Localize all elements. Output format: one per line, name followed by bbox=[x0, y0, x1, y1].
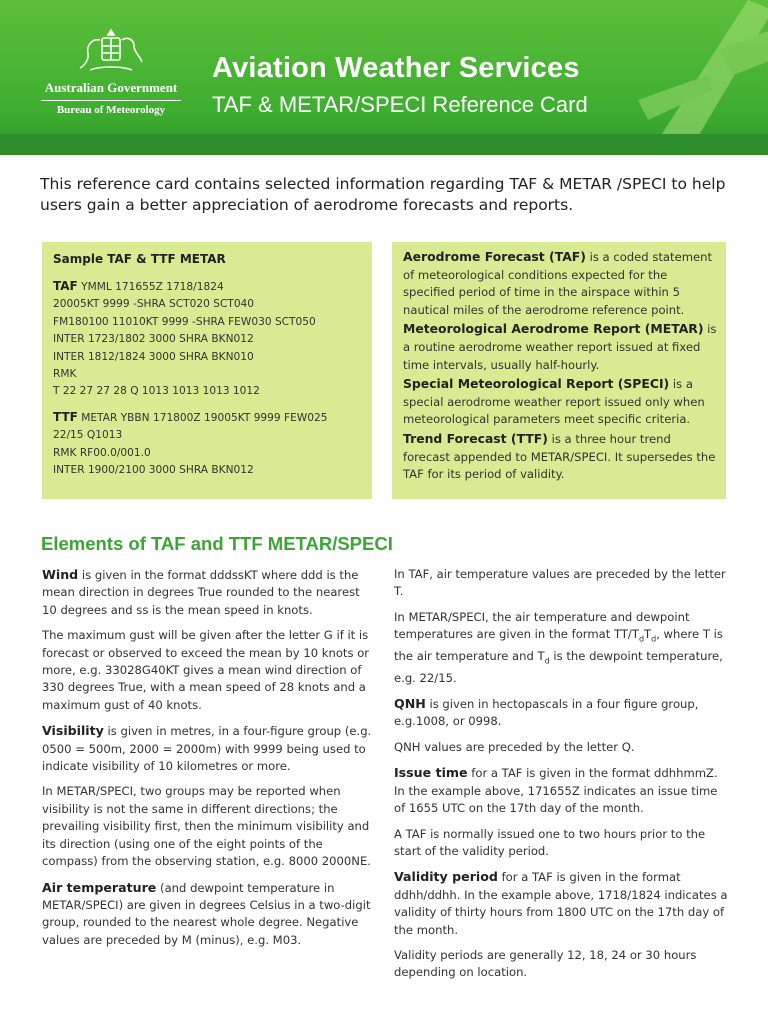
definition-speci: Special Meteorological Report (SPECI) is a special aerodrome weather report issued only when meteorological parameters meet specific criteria. bbox=[403, 376, 705, 427]
taf-label: TAF bbox=[53, 279, 78, 293]
definition-metar: Meteorological Aerodrome Report (METAR) is a routine aerodrome weather report issued at fixed time intervals, usually half-hourly. bbox=[403, 321, 717, 372]
visibility-paragraph: Visibility is given in metres, in a four-figure group (e.g. 0500 = 500m, 2000 = 2000m) with 9999 being used to indicate visibility of 10 kilometres or more. bbox=[42, 723, 372, 774]
issue-time-paragraph: Issue time for a TAF is given in the format ddhhmmZ. In the example above, 171655Z indicates an issue time of 1655 UTC on the 17th day of the month. bbox=[394, 765, 718, 816]
code-line: RMK bbox=[53, 368, 77, 381]
logo-divider bbox=[41, 100, 181, 101]
definition-ttf: Trend Forecast (TTF) is a three hour trend forecast appended to METAR/SPECI. It supersedes the TAF for its period of validity. bbox=[403, 430, 716, 482]
page-title: Aviation Weather Services bbox=[212, 52, 580, 84]
code-line: 20005KT 9999 -SHRA SCT020 SCT040 bbox=[53, 298, 255, 311]
code-line: INTER 1812/1824 3000 SHRA BKN010 bbox=[53, 350, 254, 363]
left-column bbox=[42, 566, 374, 957]
air-temperature-paragraph: Air temperature (and dewpoint temperature in METAR/SPECI) are given in degrees Celsius in a two-digit group, rounded to the nearest whole degree. Negative values are preceded by M (minus), e.g. M03. bbox=[42, 879, 371, 947]
coat-of-arms-icon bbox=[76, 26, 146, 78]
ttf-label: TTF bbox=[53, 409, 78, 424]
validity-paragraph: Validity period for a TAF is given in the format ddhh/ddhh. In the example above, 1718/1824 indicates a validity of thirty hours from 1800 UTC on the 17th day of the month. bbox=[394, 869, 728, 937]
government-logo bbox=[36, 26, 186, 116]
bureau-name: Bureau of Meteorology bbox=[56, 104, 166, 116]
government-name: Australian Government bbox=[44, 80, 178, 95]
validity-note: Validity periods are generally 12, 18, 24 or 30 hours depending on location. bbox=[394, 947, 697, 980]
issue-note: A TAF is normally issued one to two hours prior to the start of the validity period. bbox=[394, 826, 706, 858]
page-header bbox=[0, 0, 768, 155]
aircraft-graphic bbox=[598, 0, 768, 150]
definitions-box bbox=[392, 242, 726, 499]
taf-sample bbox=[53, 278, 362, 401]
qnh-paragraph: QNH is given in hectopascals in a four figure group, e.g.1008, or 0998. bbox=[394, 696, 699, 729]
metar-temperature-paragraph: In METAR/SPECI, the air temperature and dewpoint temperatures are given in the format $TT/T_dT_d$, where T is the air temperature and $T_d$ is the dewpoint temperature, e.g. 22/15. bbox=[394, 609, 723, 685]
section-title: Elements of TAF and TTF METAR/SPECI bbox=[41, 533, 393, 554]
definition-taf: Aerodrome Forecast (TAF) is a coded statement of meteorological conditions expected for the specified period of time in the airspace within 5 nautical miles of the aerodrome reference point. bbox=[403, 249, 713, 317]
intro-paragraph: This reference card contains selected information regarding TAF & METAR /SPECI to help users gain a better appreciation of aerodrome forecasts and reports. bbox=[40, 175, 726, 214]
page-subtitle: TAF & METAR/SPECI Reference Card bbox=[212, 92, 588, 117]
qnh-note: QNH values are preceded by the letter Q. bbox=[394, 739, 635, 754]
code-line: T 22 27 27 28 Q 1013 1013 1013 1012 bbox=[53, 385, 260, 398]
code-line: INTER 1900/2100 3000 SHRA BKN012 bbox=[53, 464, 254, 477]
taf-first-line: TAF YMML 171655Z 1718/1824 bbox=[53, 279, 224, 293]
taf-temperature-paragraph: In TAF, air temperature values are preceded by the letter T. bbox=[394, 567, 726, 599]
right-column bbox=[394, 566, 728, 990]
code-line: FM180100 11010KT 9999 -SHRA FEW030 SCT050 bbox=[53, 315, 316, 328]
ttf-sample bbox=[53, 409, 362, 480]
wind-paragraph: Wind is given in the format dddssKT where ddd is the mean direction in degrees True rounded to the nearest 10 degrees and ss is the mean speed in knots. bbox=[42, 567, 360, 617]
ttf-first-line: TTF METAR YBBN 171800Z 19005KT 9999 FEW025 bbox=[53, 409, 328, 424]
sample-heading: Sample TAF & TTF METAR bbox=[53, 252, 226, 266]
header-band bbox=[0, 134, 768, 155]
code-line: 22/15 Q1013 bbox=[53, 429, 123, 442]
code-line: INTER 1723/1802 3000 SHRA BKN012 bbox=[53, 333, 254, 346]
sample-box bbox=[42, 242, 372, 499]
code-line: RMK RF00.0/001.0 bbox=[53, 446, 151, 459]
visibility-metar-paragraph: In METAR/SPECI, two groups may be reported when visibility is not the same in different directions; the prevailing visibility first, then the minimum visibility and its direction (using one of the eight points of the compass) from the observing station, e.g. 8000 2000NE. bbox=[42, 784, 371, 869]
gust-paragraph: The maximum gust will be given after the letter G if it is forecast or observed to exceed the mean by 10 knots or more, e.g. 33028G40KT gives a mean wind direction of 330 degrees True, with a mean speed of 28 knots and a maximum gust of 40 knots. bbox=[42, 628, 370, 712]
